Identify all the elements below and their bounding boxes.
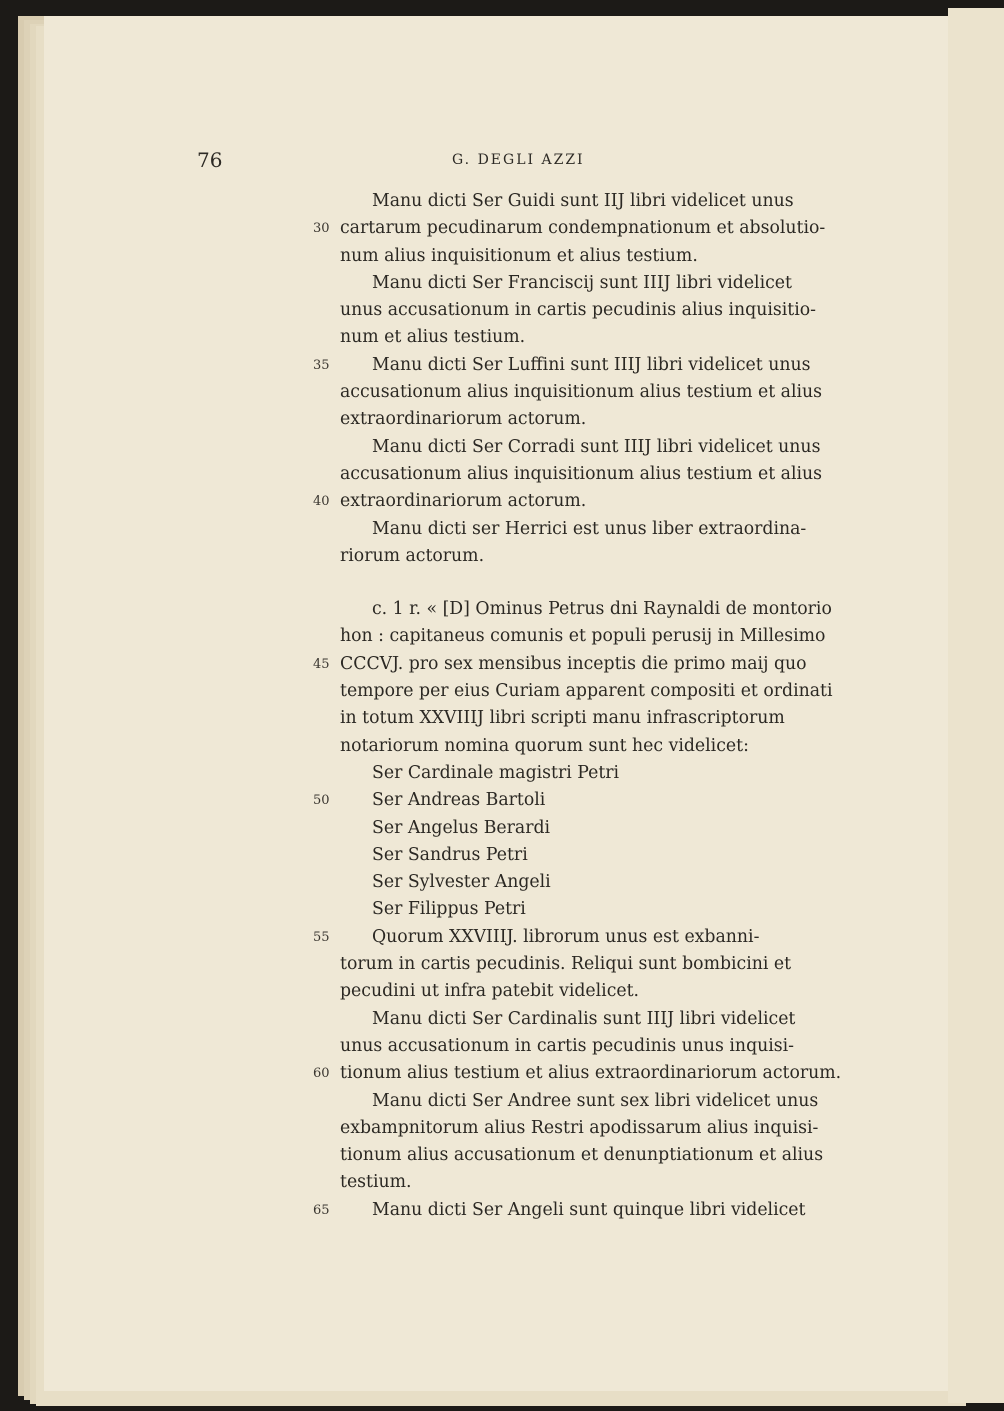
line-text: unus accusationum in cartis pecudinis unus inquisi- [340,1035,795,1056]
line-text: c. 1 r. « [D] Ominus Petrus dni Raynaldi de montorio [372,599,832,620]
line-text: Ser Sylvester Angeli [372,872,551,893]
text-line [44,1197,948,1224]
text-line [44,678,948,705]
text-line [44,896,948,923]
text-line [44,461,948,488]
line-number: 50 [313,793,330,809]
text-body [44,188,948,1224]
text-line [44,188,948,215]
line-text: CCCVJ. pro sex mensibus inceptis die primo maij quo [340,653,807,674]
line-text: accusationum alius inquisitionum alius testium et alius [340,382,823,403]
text-line [44,243,948,270]
line-text: Manu dicti Ser Angeli sunt quinque libri videlicet [372,1199,806,1220]
running-head: G. DEGLI AZZI [452,152,585,168]
line-text: Manu dicti ser Herrici est unus liber extraordina- [372,518,807,539]
line-text: Ser Angelus Berardi [372,817,551,838]
line-text: Manu dicti Ser Luffini sunt IIIJ libri videlicet unus [372,354,811,375]
line-text: riorum actorum. [340,545,485,566]
text-line [44,406,948,433]
line-number: 35 [313,357,330,373]
text-line [44,297,948,324]
line-text: exbampnitorum alius Restri apodissarum alius inquisi- [340,1117,819,1138]
line-text: torum in cartis pecudinis. Reliqui sunt bombicini et [340,954,792,975]
line-number: 60 [313,1066,330,1082]
line-number: 55 [313,929,330,945]
text-line [44,842,948,869]
line-text: notariorum nomina quorum sunt hec videlicet: [340,735,749,756]
text-line [44,623,948,650]
line-text: testium. [340,1172,412,1193]
line-text: tionum alius testium et alius extraordinariorum actorum. [340,1063,842,1084]
line-text: hon : capitaneus comunis et populi perusij in Millesimo [340,626,826,647]
line-text: Ser Andreas Bartoli [372,790,546,811]
line-text: num alius inquisitionum et alius testium. [340,245,698,266]
text-line [44,951,948,978]
book-page [44,16,948,1391]
text-line [44,1088,948,1115]
text-line [44,270,948,297]
line-text: num et alius testium. [340,327,526,348]
line-text: accusationum alius inquisitionum alius testium et alius [340,463,823,484]
text-line [44,651,948,678]
text-line [44,352,948,379]
text-line [44,733,948,760]
text-line [44,324,948,351]
line-number: 30 [313,221,330,237]
line-text: extraordinariorum actorum. [340,491,587,512]
text-line [44,815,948,842]
line-text: pecudini ut infra patebit videlicet. [340,981,640,1002]
line-text: tempore per eius Curiam apparent compositi et ordinati [340,681,833,702]
line-text: tionum alius accusationum et denunptiationum et alius [340,1145,824,1166]
line-number: 40 [313,494,330,510]
line-text: unus accusationum in cartis pecudinis alius inquisitio- [340,300,816,321]
line-number: 45 [313,656,330,672]
line-number: 65 [313,1202,330,1218]
line-text: Ser Filippus Petri [372,899,526,920]
line-text: Ser Sandrus Petri [372,844,528,865]
text-line [44,760,948,787]
text-line [44,1142,948,1169]
line-text: cartarum pecudinarum condempnationum et absolutio- [340,218,826,239]
text-line [44,978,948,1005]
line-text: in totum XXVIIIJ libri scripti manu infrascriptorum [340,708,785,729]
line-text: Manu dicti Ser Franciscij sunt IIIJ libri videlicet [372,272,792,293]
line-text: Manu dicti Ser Corradi sunt IIIJ libri videlicet unus [372,436,821,457]
text-line [44,869,948,896]
text-line [44,596,948,623]
section-gap [44,570,948,596]
text-line [44,1033,948,1060]
text-line [44,1060,948,1087]
line-text: Quorum XXVIIIJ. librorum unus est exbanni- [372,926,760,947]
line-text: extraordinariorum actorum. [340,409,587,430]
text-line [44,1169,948,1196]
line-text: Ser Cardinale magistri Petri [372,762,620,783]
line-text: Manu dicti Ser Andree sunt sex libri videlicet unus [372,1090,819,1111]
text-line [44,543,948,570]
page-header [44,148,948,178]
text-line [44,1115,948,1142]
text-line [44,705,948,732]
text-line [44,516,948,543]
facing-page-edge [948,8,1004,1403]
text-line [44,379,948,406]
page-number: 76 [197,148,223,172]
text-line [44,1006,948,1033]
text-line [44,924,948,951]
text-line [44,215,948,242]
text-line [44,488,948,515]
line-text: Manu dicti Ser Guidi sunt IIJ libri videlicet unus [372,191,794,211]
text-line [44,787,948,814]
line-text: Manu dicti Ser Cardinalis sunt IIIJ libri videlicet [372,1008,796,1029]
text-line [44,434,948,461]
